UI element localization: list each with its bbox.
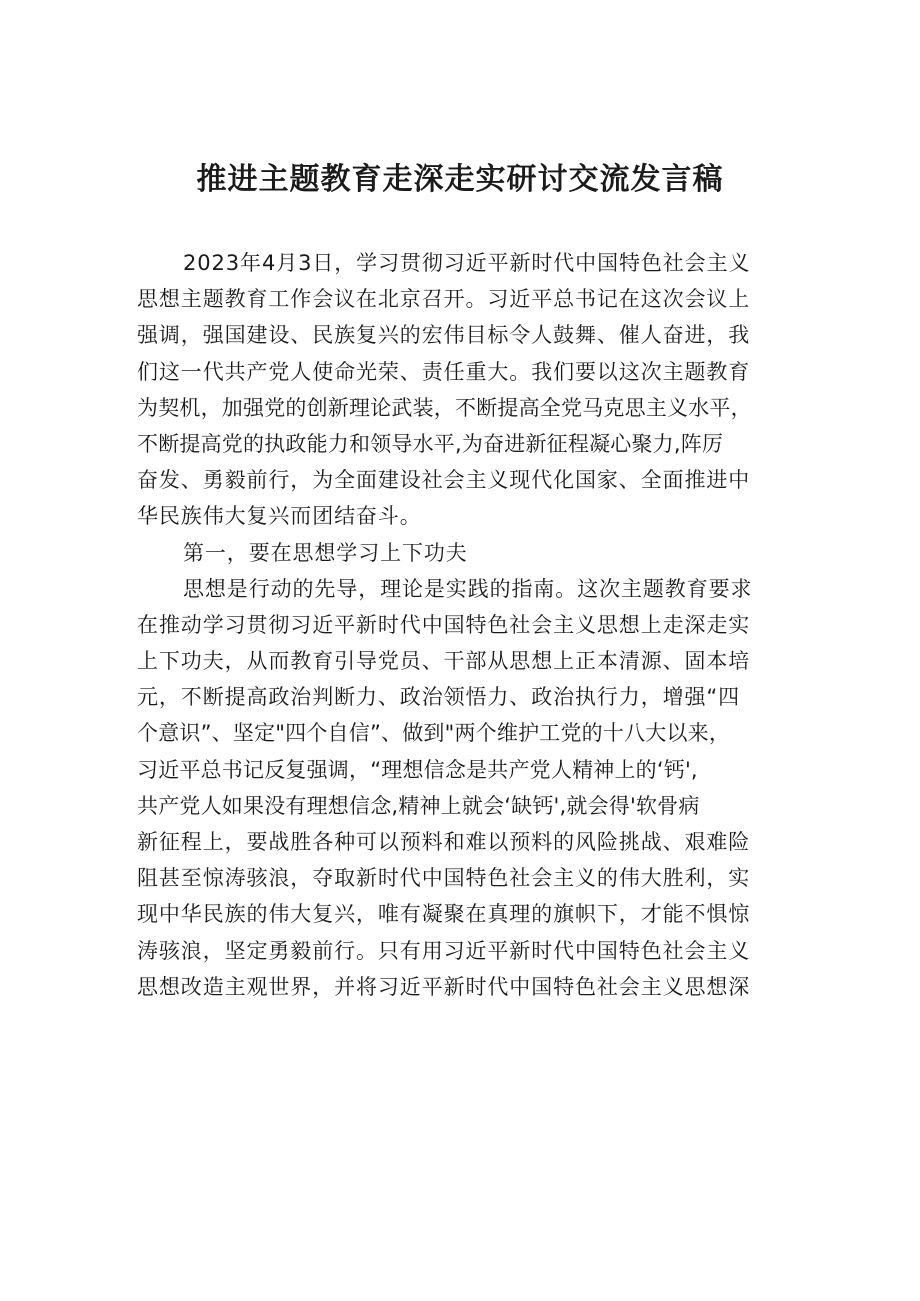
- text-line: 华民族伟大复兴而团结奋斗。: [137, 504, 422, 529]
- text-line: 新征程上，要战胜各种可以预料和难以预料的风险挑战、艰难险: [137, 830, 751, 854]
- text-line: 们这一代共产党人使命光荣、责任重大。我们要以这次主题教育: [137, 359, 751, 384]
- text-line: 共产党人如果没有理想信念,精神上就会‘缺钙',就会得'软骨病: [137, 793, 700, 818]
- text-line: 现中华民族的伟大复兴，唯有凝聚在真理的旗帜下，才能不惧惊: [137, 902, 751, 927]
- text-line: 在推动学习贯彻习近平新时代中国特色社会主义思想上走深走实: [137, 612, 751, 637]
- document-body: [137, 245, 797, 1005]
- text-line: 涛骇浪，坚定勇毅前行。只有用习近平新时代中国特色社会主义: [137, 938, 751, 963]
- text-line: 阻甚至惊涛骇浪，夺取新时代中国特色社会主义的伟大胜利，实: [137, 866, 751, 891]
- text-line: 奋发、勇毅前行，为全面建设社会主义现代化国家、全面推进中: [137, 468, 751, 493]
- text-line: 思想主题教育工作会议在北京召开。习近平总书记在这次会议上: [137, 287, 751, 312]
- section-heading: 第一，要在思想学习上下功夫: [183, 540, 468, 565]
- text-line: 不断提高党的执政能力和领导水平,为奋进新征程凝心聚力,阵厉: [137, 431, 724, 456]
- text-line: 上下功夫，从而教育引导党员、干部从思想上正本清源、固本培: [137, 649, 751, 674]
- text-line: 为契机，加强党的创新理论武装，不断提高全党马克思主义水平，: [137, 395, 752, 420]
- text-line: 习近平总书记反复强调，“理想信念是共产党人精神上的‘钙',: [137, 757, 698, 782]
- text-line: 强调，强国建设、民族复兴的宏伟目标令人鼓舞、催人奋进，我: [137, 323, 751, 348]
- text-line: 元，不断提高政治判断力、政治领悟力、政治执行力，增强“四: [137, 685, 741, 710]
- text-line: 思想是行动的先导，理论是实践的指南。这次主题教育要求: [183, 576, 753, 601]
- text-line: 2023年4月3日，学习贯彻习近平新时代中国特色社会主义: [183, 251, 751, 275]
- text-line: 思想改造主观世界，并将习近平新时代中国特色社会主义思想深: [137, 974, 751, 999]
- document-title: 推进主题教育走深走实研讨交流发言稿: [196, 162, 724, 197]
- text-line: 个意识”、坚定"四个自信”、做到"两个维护工党的十八大以来，: [137, 721, 731, 746]
